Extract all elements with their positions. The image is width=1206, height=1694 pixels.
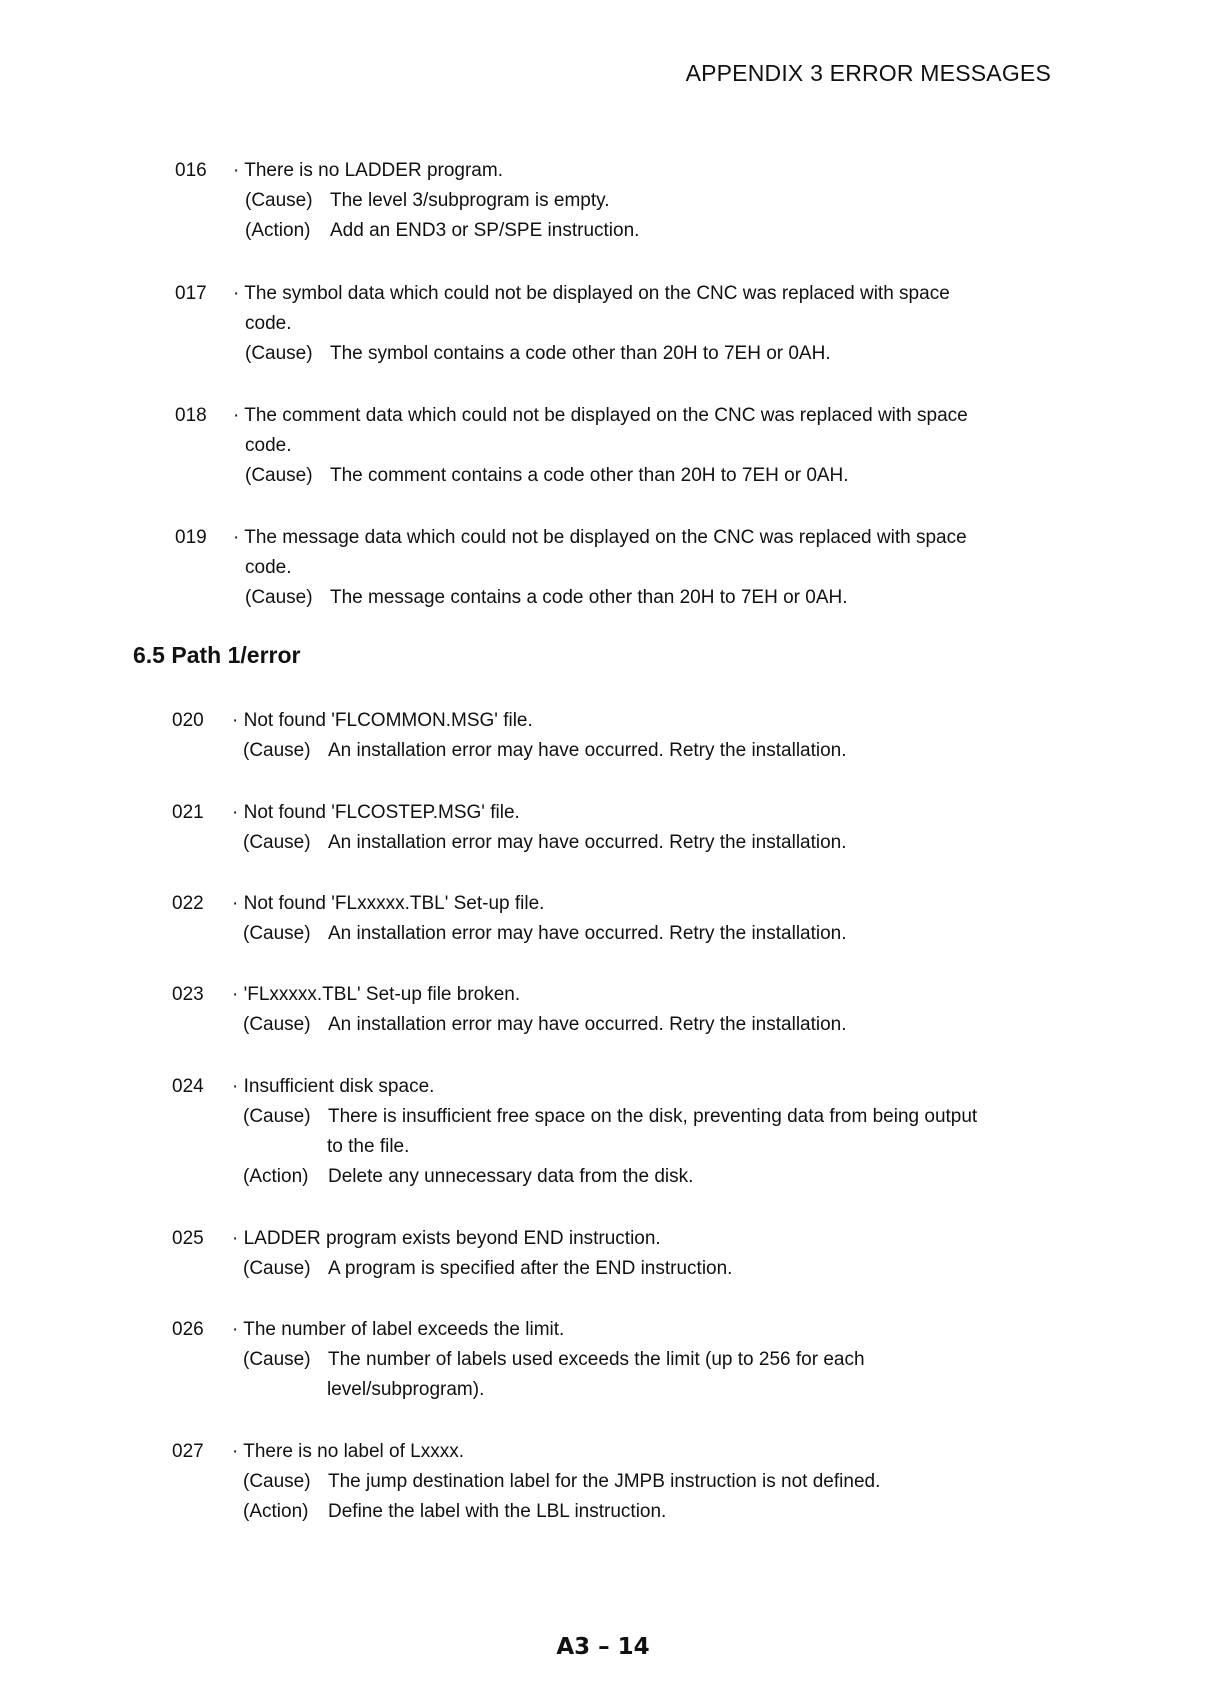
error-code: 026 xyxy=(172,1319,204,1340)
error-message-continued: code. xyxy=(245,557,292,578)
cause-text: The level 3/subprogram is empty. xyxy=(330,190,610,211)
cause-label: (Cause) xyxy=(243,923,311,944)
cause-text: An installation error may have occurred. Retry the installation. xyxy=(328,1014,847,1035)
action-text: Delete any unnecessary data from the disk. xyxy=(328,1166,694,1187)
error-code: 020 xyxy=(172,710,204,731)
page-header: APPENDIX 3 ERROR MESSAGES xyxy=(685,60,1051,86)
error-message: · The message data which could not be displayed on the CNC was replaced with space xyxy=(233,527,967,548)
cause-text-continued: level/subprogram). xyxy=(327,1379,485,1400)
cause-label: (Cause) xyxy=(243,1258,311,1279)
error-code: 027 xyxy=(172,1441,204,1462)
cause-text: An installation error may have occurred. Retry the installation. xyxy=(328,832,847,853)
cause-label: (Cause) xyxy=(243,1471,311,1492)
error-message: · Not found 'FLxxxxx.TBL' Set-up file. xyxy=(232,893,545,914)
error-message: · The symbol data which could not be displayed on the CNC was replaced with space xyxy=(233,283,950,304)
action-text: Define the label with the LBL instruction. xyxy=(328,1501,667,1522)
cause-label: (Cause) xyxy=(245,587,313,608)
error-message: · LADDER program exists beyond END instruction. xyxy=(232,1228,661,1249)
error-code: 025 xyxy=(172,1228,204,1249)
cause-label: (Cause) xyxy=(243,740,311,761)
cause-text: The jump destination label for the JMPB instruction is not defined. xyxy=(328,1471,881,1492)
error-code: 018 xyxy=(175,405,207,426)
action-label: (Action) xyxy=(245,220,311,241)
error-message: · Insufficient disk space. xyxy=(232,1076,435,1097)
cause-text: The number of labels used exceeds the limit (up to 256 for each xyxy=(328,1349,865,1370)
error-message: · The number of label exceeds the limit. xyxy=(232,1319,565,1340)
cause-label: (Cause) xyxy=(243,1349,311,1370)
error-message: · Not found 'FLCOSTEP.MSG' file. xyxy=(232,802,520,823)
cause-text: The message contains a code other than 20H to 7EH or 0AH. xyxy=(330,587,848,608)
error-code: 019 xyxy=(175,527,207,548)
cause-label: (Cause) xyxy=(243,1106,311,1127)
error-code: 022 xyxy=(172,893,204,914)
error-message-continued: code. xyxy=(245,435,292,456)
error-message: · There is no label of Lxxxx. xyxy=(232,1441,464,1462)
error-code: 024 xyxy=(172,1076,204,1097)
cause-text: A program is specified after the END instruction. xyxy=(328,1258,733,1279)
error-code: 016 xyxy=(175,160,207,181)
cause-label: (Cause) xyxy=(243,1014,311,1035)
error-code: 021 xyxy=(172,802,204,823)
cause-label: (Cause) xyxy=(245,190,313,211)
error-message: · There is no LADDER program. xyxy=(233,160,503,181)
cause-text: The comment contains a code other than 20H to 7EH or 0AH. xyxy=(330,465,849,486)
error-code: 023 xyxy=(172,984,204,1005)
error-message: · Not found 'FLCOMMON.MSG' file. xyxy=(232,710,533,731)
error-message-continued: code. xyxy=(245,313,292,334)
cause-label: (Cause) xyxy=(243,832,311,853)
error-code: 017 xyxy=(175,283,207,304)
page-number: A3 – 14 xyxy=(556,1634,650,1660)
error-message: · 'FLxxxxx.TBL' Set-up file broken. xyxy=(232,984,521,1005)
error-message: · The comment data which could not be displayed on the CNC was replaced with space xyxy=(233,405,968,426)
action-label: (Action) xyxy=(243,1166,309,1187)
cause-text: An installation error may have occurred. Retry the installation. xyxy=(328,740,847,761)
cause-label: (Cause) xyxy=(245,343,313,364)
action-text: Add an END3 or SP/SPE instruction. xyxy=(330,220,640,241)
cause-text: There is insufficient free space on the disk, preventing data from being output xyxy=(328,1106,978,1127)
cause-text-continued: to the file. xyxy=(327,1136,410,1157)
cause-label: (Cause) xyxy=(245,465,313,486)
action-label: (Action) xyxy=(243,1501,309,1522)
cause-text: An installation error may have occurred. Retry the installation. xyxy=(328,923,847,944)
section-title: 6.5 Path 1/error xyxy=(133,642,301,668)
cause-text: The symbol contains a code other than 20H to 7EH or 0AH. xyxy=(330,343,831,364)
